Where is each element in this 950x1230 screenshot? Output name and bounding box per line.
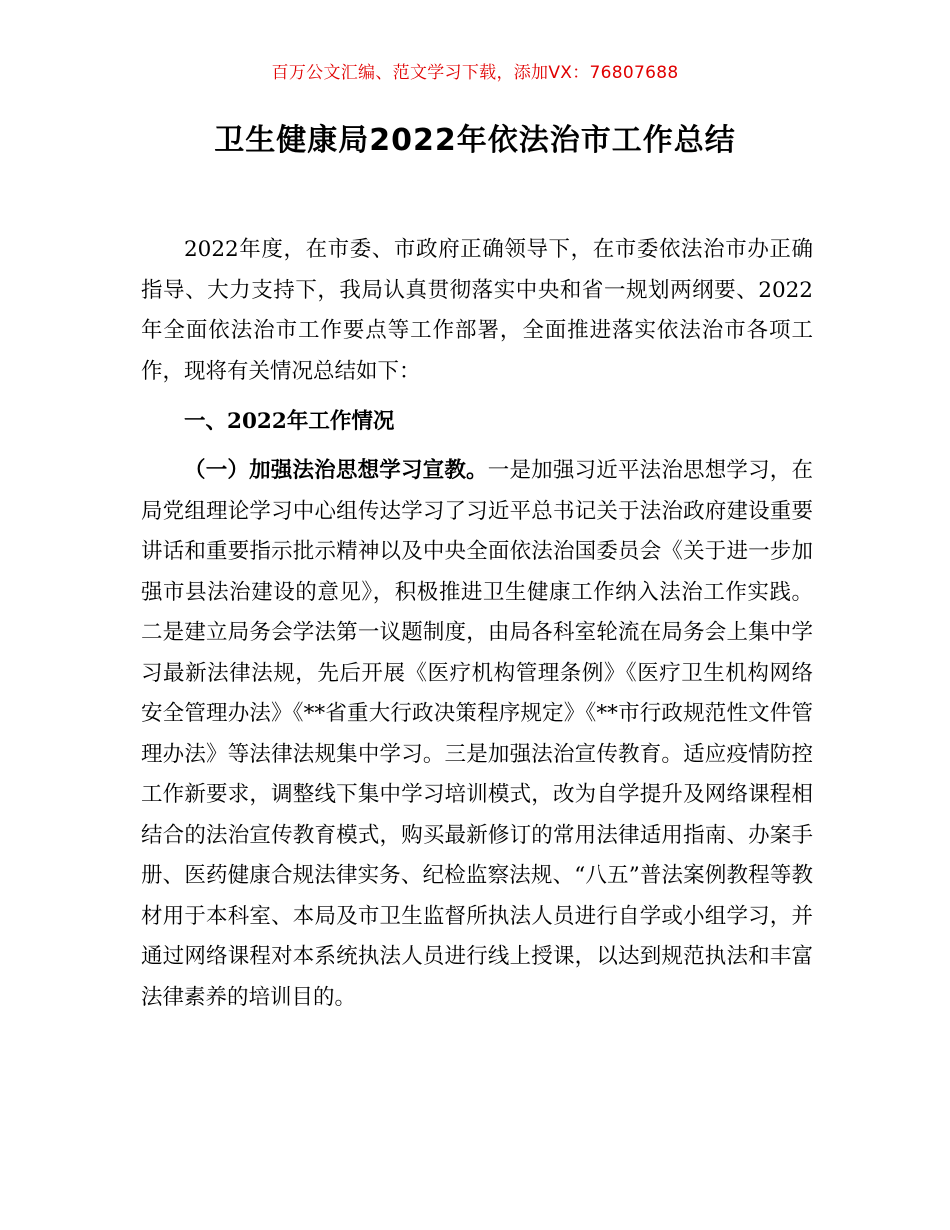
header-banner: 百万公文汇编、范文学习下载，添加VX：76807688 <box>271 63 679 83</box>
document-title: 卫生健康局2022年依法治市工作总结 <box>214 123 736 158</box>
section-heading: 一、2022年工作情况 <box>184 409 395 434</box>
subsection-paragraph <box>141 451 813 1018</box>
subsection-lead: （一）加强法治思想学习宣教。 <box>184 458 488 483</box>
intro-text: 2022年度，在市委、市政府正确领导下，在市委依法治市办正确指导、大力支持下，我局认真贯彻落实中央和省一规划两纲要、2022年全面依法治市工作要点等工作部署，全面推进落实依法治市各项工作，现将有关情况总结如下： <box>141 237 813 384</box>
subsection-text <box>141 451 813 1018</box>
intro-paragraph <box>141 230 813 392</box>
subsection-body: 一是加强习近平法治思想学习，在局党组理论学习中心组传达学习了习近平总书记关于法治政府建设重要讲话和重要指示批示精神以及中央全面依法治国委员会《关于进一步加强市县法治建设的意见》，积极推进卫生健康工作纳入法治工作实践。二是建立局务会学法第一议题制度，由局各科室轮流在局务会上集中学习最新法律法规，先后开展《医疗机构管理条例》《医疗卫生机构网络安全管理办法》《**省重大行政决策程序规定》《**市行政规范性文件管理办法》等法律法规集中学习。三是加强法治宣传教育。适应疫情防控工作新要求，调整线下集中学习培训模式，改为自学提升及网络课程相结合的法治宣传教育模式，购买最新修订的常用法律适用指南、办案手册、医药健康合规法律实务、纪检监察法规、“八五”普法案例教程等教材用于本科室、本局及市卫生监督所执法人员进行自学或小组学习，并通过网络课程对本系统执法人员进行线上授课，以达到规范执法和丰富法律素养的培训目的。 <box>141 458 813 1010</box>
